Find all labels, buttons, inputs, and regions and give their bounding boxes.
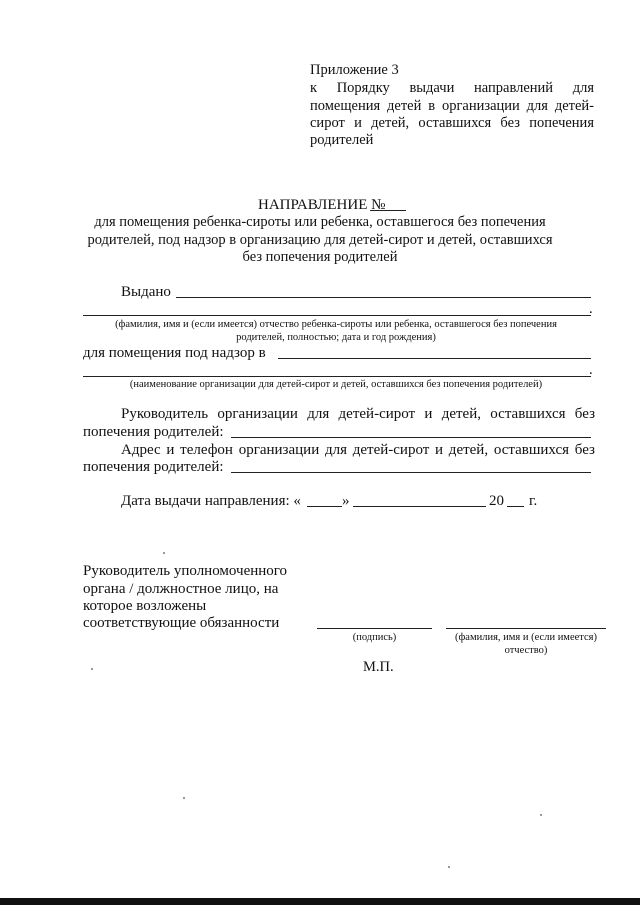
signature-field[interactable] (317, 628, 432, 629)
date-label: Дата выдачи направления: « (121, 493, 301, 509)
period-mark: . (589, 362, 593, 378)
issued-label: Выдано (121, 284, 171, 300)
period-mark: . (589, 301, 593, 317)
scan-speck (448, 866, 450, 868)
heading-line-3: без попечения родителей (242, 249, 398, 265)
appendix-title: Приложение 3 (310, 62, 399, 78)
scan-speck (183, 797, 185, 799)
child-hint-line-1: (фамилия, имя и (если имеется) отчество ребенка-сироты или ребенка, оставшегося без попечения (115, 319, 557, 330)
org-hint: (наименование организации для детей-сирот и детей, оставшихся без попечения родителей) (129, 379, 543, 390)
appendix-line-3: сирот и детей, оставшихся без попечения (310, 115, 594, 131)
child-hint-line-2: родителей, полностью; дата и год рождения) (236, 332, 436, 343)
document-number-field[interactable] (370, 210, 406, 211)
date-day-field[interactable] (307, 506, 342, 507)
heading-line-2: родителей, под надзор в организацию для детей-сирот и детей, оставшихся (87, 232, 553, 248)
heading-line-1: для помещения ребенка-сироты или ребенка, оставшегося без попечения (94, 214, 546, 230)
address-line-2: попечения родителей: (83, 459, 224, 475)
placement-org-field-continued[interactable] (83, 376, 591, 377)
year-prefix: 20 (489, 493, 504, 509)
placement-label: для помещения под надзор в (83, 345, 266, 361)
address-line-1: Адрес и телефон организации для детей-сирот и детей, оставшихся без (121, 442, 595, 458)
head-line-1: Руководитель организации для детей-сирот и детей, оставшихся без (121, 406, 595, 422)
signature-hint: (подпись) (352, 632, 397, 643)
signer-line-2: органа / должностное лицо, на (83, 581, 279, 597)
address-field[interactable] (231, 472, 591, 473)
scan-edge (0, 898, 640, 905)
signer-name-hint-2: отчество) (504, 645, 548, 656)
issued-to-field-continued[interactable] (83, 315, 591, 316)
head-name-field[interactable] (231, 437, 591, 438)
signer-line-3: которое возложены (83, 598, 207, 614)
signer-name-hint-1: (фамилия, имя и (если имеется) (455, 632, 597, 643)
scan-speck (163, 552, 165, 554)
year-suffix: г. (529, 493, 538, 509)
date-month-field[interactable] (353, 506, 486, 507)
date-close-quote: » (342, 493, 350, 509)
signer-line-1: Руководитель уполномоченного (83, 563, 288, 579)
signer-name-field[interactable] (446, 628, 606, 629)
signer-line-4: соответствующие обязанности (83, 615, 280, 631)
appendix-line-4: родителей (310, 132, 374, 148)
document-title: НАПРАВЛЕНИЕ № (258, 197, 386, 213)
date-year-field[interactable] (507, 506, 524, 507)
appendix-line-2: помещения детей в организации для детей- (310, 98, 594, 114)
issued-to-field[interactable] (176, 297, 591, 298)
placement-org-field[interactable] (278, 358, 591, 359)
head-line-2: попечения родителей: (83, 424, 224, 440)
scan-speck (540, 814, 542, 816)
appendix-line-1: к Порядку выдачи направлений для (310, 80, 594, 96)
stamp-place: М.П. (363, 659, 394, 675)
scan-speck (91, 668, 93, 670)
